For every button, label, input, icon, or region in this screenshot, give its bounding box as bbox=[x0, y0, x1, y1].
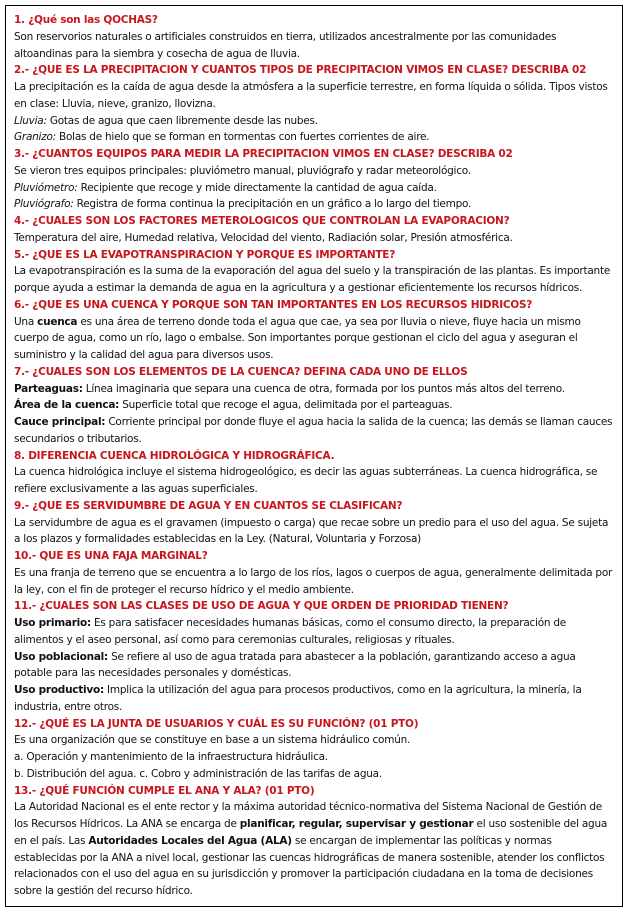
question-4-answer: Temperatura del aire, Humedad relativa, Velocidad del viento, Radiación solar, Presión atmosférica. bbox=[14, 231, 513, 244]
question-3-equipment-1: Pluviómetro: Recipiente que recoge y mide directamente la cantidad de agua caída. bbox=[14, 181, 437, 194]
question-7-heading: 7.- ¿CUALES SON LOS ELEMENTOS DE LA CUENCA? DEFINA CADA UNO DE ELLOS bbox=[14, 365, 468, 378]
question-2-type-2: Granizo: Bolas de hielo que se forman en tormentas con fuertes corrientes de aire. bbox=[14, 131, 430, 144]
question-11-use-2: Uso poblacional: Se refiere al uso de agua tratada para abastecer a la población, garantizando acceso a agua potable para las necesidades personales y domésticas. bbox=[14, 650, 576, 680]
question-8-answer: La cuenca hidrológica incluye el sistema hidrogeológico, es decir las aguas subterráneas. La cuenca hidrográfica, se refiere exclusivamente a las aguas superficiales. bbox=[14, 466, 598, 495]
question-6-answer: Una cuenca es una área de terreno donde toda el agua que cae, ya sea por lluvia o nieve, fluye hacia un mismo cuerpo de agua, como un río, lago o embalse. Son importantes porque gestionan el ciclo del agua y aseguran el suministro y la calidad del agua para diversos usos. bbox=[14, 315, 581, 361]
question-12-answer-line-1: Es una organización que se constituye en base a un sistema hidráulico común. bbox=[14, 734, 411, 747]
question-11-heading: 11.- ¿CUALES SON LAS CLASES DE USO DE AGUA Y QUE ORDEN DE PRIORIDAD TIENEN? bbox=[14, 600, 509, 613]
question-2-type-1: Lluvia: Gotas de agua que caen libremente desde las nubes. bbox=[14, 114, 318, 127]
question-11-use-1: Uso primario: Es para satisfacer necesidades humanas básicas, como el consumo directo, la preparación de alimentos y el aseo personal, así como para ceremonias culturales, religiosas y rituales. bbox=[14, 617, 566, 646]
question-4-heading: 4.- ¿CUALES SON LOS FACTORES METEROLOGICOS QUE CONTROLAN LA EVAPORACION? bbox=[14, 215, 510, 227]
question-13-answer: La Autoridad Nacional es el ente rector y la máxima autoridad técnico-normativa del Sistema Nacional de Gestión de los Recursos Hídricos. La ANA se encarga de planificar, regular, supervisar y gestionar el uso sostenible del agua en el país. Las Autoridades Locales del Agua (ALA) se encargan de implementar las políticas y normas establecidas por la ANA a nivel local, gestionar las cuencas hidrográficas de manera sostenible, atender los conflictos relacionados con el uso del agua en su jurisdicción y promover la participación ciudadana en la toma de decisiones sobre la gestión del recurso hídrico. bbox=[14, 801, 608, 897]
question-7-element-1: Parteaguas: Línea imaginaria que separa una cuenca de otra, formada por los puntos más altos del terreno. bbox=[14, 382, 565, 395]
question-8-heading: 8. DIFERENCIA CUENCA HIDROLÓGICA Y HIDROGRÁFICA. bbox=[14, 449, 335, 462]
question-2-heading: 2.- ¿QUE ES LA PRECIPITACION Y CUANTOS TIPOS DE PRECIPITACION VIMOS EN CLASE? DESCRIBA 02 bbox=[14, 64, 587, 77]
question-5-answer: La evapotranspiración es la suma de la evaporación del agua del suelo y la transpiración de las plantas. Es importante porque ayuda a estimar la demanda de agua en la agricultura y a gestionar eficientemente los recursos hídricos. bbox=[14, 265, 611, 294]
question-9-heading: 9.- ¿QUE ES SERVIDUMBRE DE AGUA Y EN CUANTOS SE CLASIFICAN? bbox=[14, 499, 403, 512]
document-page bbox=[5, 5, 623, 907]
question-1-heading: 1. ¿Qué son las QOCHAS? bbox=[14, 14, 158, 26]
question-7-element-2: Área de la cuenca: Superficie total que recoge el agua, delimitada por el parteaguas. bbox=[14, 399, 453, 412]
question-3-heading: 3.- ¿CUANTOS EQUIPOS PARA MEDIR LA PRECIPITACION VIMOS EN CLASE? DESCRIBA 02 bbox=[14, 148, 513, 160]
question-12-answer-line-2: a. Operación y mantenimiento de la infraestructura hidráulica. bbox=[14, 751, 328, 763]
question-1-answer: Son reservorios naturales o artificiales construidos en tierra, utilizados ancestralmente por las comunidades altoandinas para la siembra y cosecha de agua de lluvia. bbox=[14, 30, 557, 60]
question-3-answer: Se vieron tres equipos principales: pluviómetro manual, pluviógrafo y radar meteorológico. bbox=[14, 164, 471, 177]
question-10-answer: Es una franja de terreno que se encuentra a lo largo de los ríos, lagos o cuerpos de agua, generalmente delimitada por la ley, con el fin de proteger el recurso hídrico y el medio ambiente. bbox=[14, 566, 613, 596]
question-13-heading: 13.- ¿QUÉ FUNCIÓN CUMPLE EL ANA Y ALA? (01 PTO) bbox=[14, 784, 315, 797]
question-6-heading: 6.- ¿QUE ES UNA CUENCA Y PORQUE SON TAN IMPORTANTES EN LOS RECURSOS HIDRICOS? bbox=[14, 298, 533, 311]
question-12-heading: 12.- ¿QUÉ ES LA JUNTA DE USUARIOS Y CUÁL ES SU FUNCIÓN? (01 PTO) bbox=[14, 717, 419, 730]
question-2-answer: La precipitación es la caída de agua desde la atmósfera a la superficie terrestre, en forma líquida o sólida. Tipos vistos en clase: Lluvia, nieve, granizo, llovizna. bbox=[14, 81, 608, 110]
question-3-equipment-2: Pluviógrafo: Registra de forma continua la precipitación en un gráfico a lo largo del tiempo. bbox=[14, 198, 472, 211]
question-9-answer: La servidumbre de agua es el gravamen (impuesto o carga) que recae sobre un predio para el uso del agua. Se sujeta a los plazos y formalidades establecidas en la Ley. (Natural, Voluntaria y Forzosa) bbox=[14, 516, 609, 546]
question-11-use-3: Uso productivo: Implica la utilización del agua para procesos productivos, como en la agricultura, la minería, la industria, entre otros. bbox=[14, 684, 582, 713]
question-10-heading: 10.- QUE ES UNA FAJA MARGINAL? bbox=[14, 550, 208, 562]
question-7-element-3: Cauce principal: Corriente principal por donde fluye el agua hacia la salida de la cuenca; las demás se llaman cauces secundarios o tributarios. bbox=[14, 416, 613, 445]
question-5-heading: 5.- ¿QUE ES LA EVAPOTRANSPIRACION Y PORQUE ES IMPORTANTE? bbox=[14, 248, 396, 261]
question-12-answer-line-3: b. Distribución del agua. c. Cobro y administración de las tarifas de agua. bbox=[14, 767, 382, 780]
